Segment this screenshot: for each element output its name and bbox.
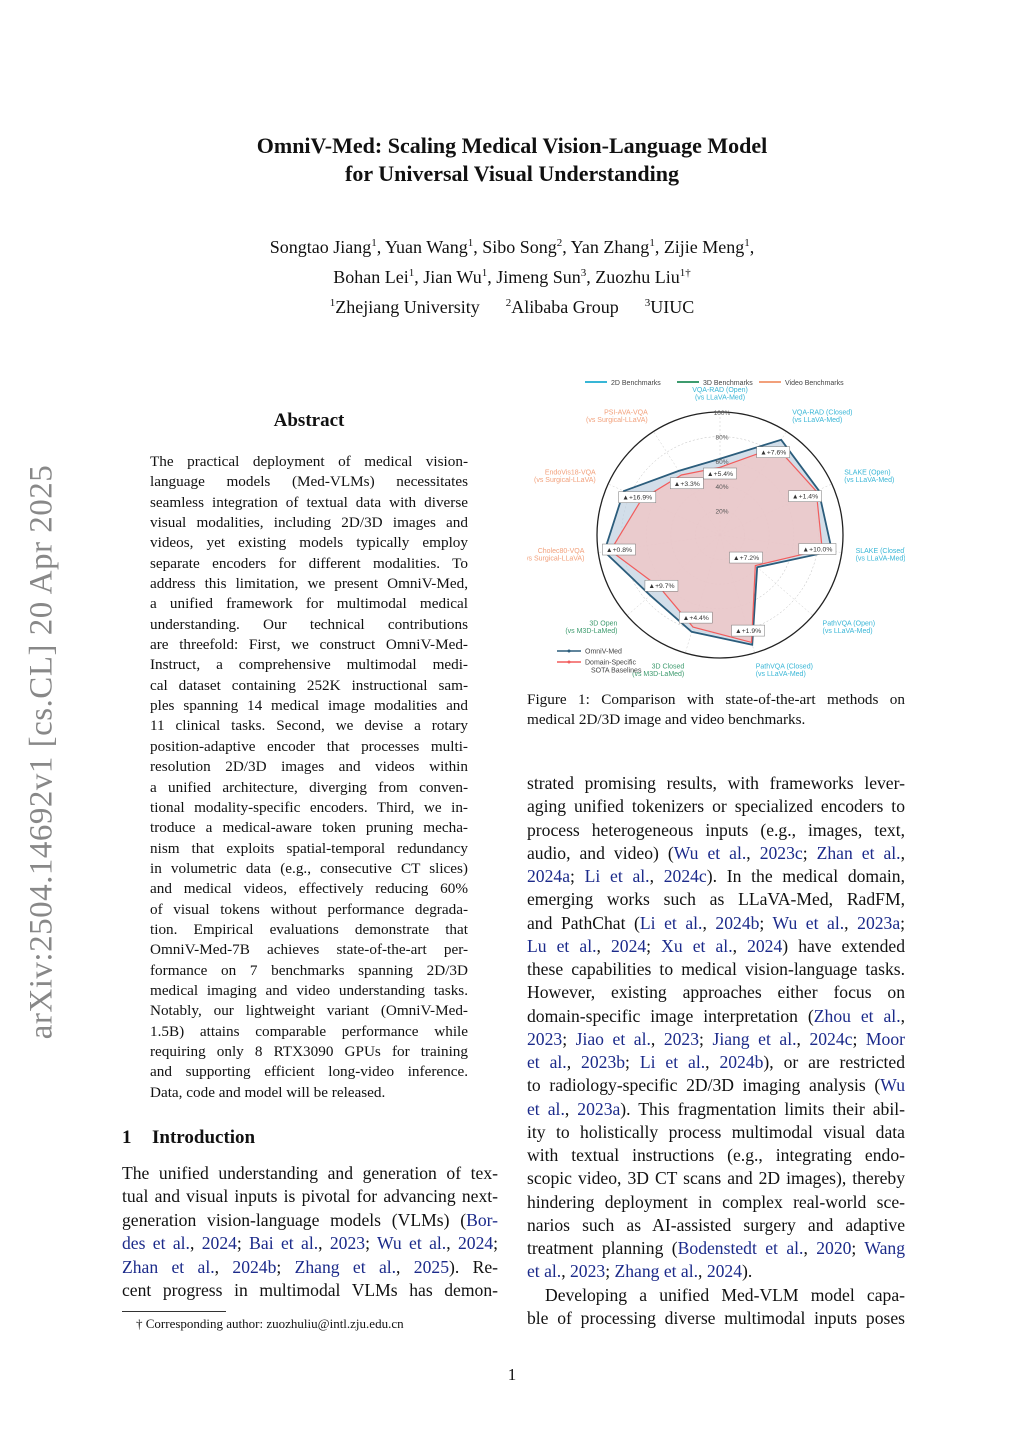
abstract-line: requiring only 8 RTX3090 GPUs for training bbox=[150, 1042, 468, 1060]
citation-link[interactable]: Wu et al. bbox=[377, 1233, 447, 1254]
author-affiliation-mark: 1 bbox=[371, 237, 377, 249]
affiliation-mark: 2 bbox=[505, 297, 512, 309]
text-span: , bbox=[566, 1052, 582, 1072]
citation-link[interactable]: 2023 bbox=[527, 1028, 563, 1049]
text-line bbox=[527, 1098, 905, 1121]
text-span: and PathChat ( bbox=[527, 912, 640, 933]
abstract-line: troduce a medical-aware token pruning mecha- bbox=[150, 819, 468, 837]
text-line bbox=[527, 888, 905, 911]
citation-link[interactable]: Li et al. bbox=[639, 1052, 706, 1072]
author-affiliation-mark: 1 bbox=[649, 237, 655, 249]
delta-badge: ▲+9.7% bbox=[648, 583, 675, 591]
series-legend-marker bbox=[568, 661, 571, 664]
axis-label: SLAKE (Closed) (vs LLaVA-Med) bbox=[855, 548, 905, 563]
text-span: ; bbox=[851, 1238, 865, 1258]
text-span: ; bbox=[570, 866, 585, 886]
citation-link[interactable]: Li et al. bbox=[584, 866, 650, 886]
page-number: 1 bbox=[507, 1365, 517, 1384]
radar-chart bbox=[527, 372, 905, 682]
delta-badge: ▲+7.2% bbox=[732, 555, 760, 563]
text-line bbox=[527, 1214, 905, 1237]
abstract-line: and medical videos, effectively reducing 60% bbox=[150, 880, 468, 898]
author-affiliation-mark: 2 bbox=[556, 237, 563, 249]
citation-link[interactable]: Zhang et al. bbox=[614, 1261, 699, 1282]
author-block bbox=[0, 230, 1024, 320]
text-line bbox=[527, 1237, 905, 1260]
author-name: Songtao Jiang bbox=[269, 237, 372, 257]
citation-link[interactable]: 2020 bbox=[816, 1238, 852, 1258]
affiliation-line bbox=[0, 290, 1024, 320]
author-separator: , bbox=[654, 237, 664, 257]
abstract-line: medical imaging and video understanding tasks. bbox=[150, 981, 468, 999]
abstract-line: position-adaptive encoder that processes multi- bbox=[150, 737, 468, 755]
axis-label: PathVQA (Closed) (vs LLaVA-Med) bbox=[755, 663, 813, 678]
text-span: , bbox=[746, 842, 760, 863]
text-line bbox=[527, 958, 905, 981]
text-span: to radiology-specific 2D/3D imaging analysis ( bbox=[527, 1075, 881, 1096]
text-line bbox=[122, 1256, 498, 1279]
delta-badge: ▲+16.9% bbox=[622, 494, 653, 502]
abstract-line: videos, yet existing models typically employ bbox=[150, 534, 468, 552]
text-line bbox=[527, 1121, 905, 1144]
text-span: strated promising results, with frameworks lever- bbox=[527, 773, 905, 793]
text-span: process heterogeneous inputs (e.g., images, text, bbox=[527, 819, 905, 840]
abstract-line: a unified framework for multimodal medical bbox=[150, 595, 468, 613]
text-span: scopic video, 3D CT scans and 2D images), thereby bbox=[527, 1168, 905, 1189]
text-line bbox=[527, 795, 905, 818]
figure-1 bbox=[527, 372, 905, 682]
citation-link[interactable]: Wu bbox=[880, 1075, 905, 1096]
citation-link[interactable]: Bai et al. bbox=[249, 1233, 319, 1254]
delta-badge: ▲+3.3% bbox=[673, 480, 700, 488]
citation-link[interactable]: Moor bbox=[865, 1028, 906, 1049]
affiliation-name: Alibaba Group bbox=[511, 297, 619, 317]
citation-link[interactable]: 2023 bbox=[329, 1233, 366, 1254]
text-span: ; bbox=[759, 912, 773, 933]
text-line bbox=[122, 1162, 498, 1185]
section-title: Introduction bbox=[152, 1127, 256, 1148]
citation-link[interactable]: 2024b bbox=[719, 1052, 764, 1072]
text-line bbox=[527, 912, 905, 935]
citation-link[interactable]: 2023a bbox=[577, 1098, 621, 1119]
abstract-line: are threefold: First, we construct OmniV-Med- bbox=[150, 636, 468, 654]
text-span: Developing a unified Med-VLM model capa- bbox=[545, 1284, 905, 1305]
citation-link[interactable]: 2024 bbox=[747, 935, 783, 956]
author-affiliation-mark: 1 bbox=[744, 237, 750, 249]
author-line-2 bbox=[0, 260, 1024, 290]
author-separator: , bbox=[376, 237, 386, 257]
affiliation-name: UIUC bbox=[650, 297, 695, 317]
text-line bbox=[527, 772, 905, 795]
citation-link[interactable]: 2023b bbox=[581, 1052, 626, 1072]
text-span: , bbox=[446, 1233, 458, 1254]
abstract-line: The practical deployment of medical vision- bbox=[150, 453, 468, 470]
citation-link[interactable]: 2024b bbox=[715, 912, 760, 933]
author-affiliation-mark: 1 bbox=[408, 267, 415, 279]
abstract-line: Notably, our lightweight variant (OmniV-Med- bbox=[150, 1002, 468, 1020]
author-separator: , bbox=[473, 237, 483, 257]
text-span: , bbox=[650, 1028, 664, 1049]
author-name: Jimeng Sun bbox=[496, 267, 581, 287]
axis-label: PathVQA (Open) (vs LLaVA-Med) bbox=[822, 620, 876, 635]
text-span: , bbox=[318, 1233, 330, 1254]
text-span: , bbox=[803, 1238, 817, 1258]
author-separator: , bbox=[414, 267, 424, 287]
author-separator: , bbox=[749, 237, 755, 257]
affiliation-name: Zhejiang University bbox=[335, 297, 480, 317]
axis-label: Cholec80-VQA (vs Surgical-LLaVA) bbox=[527, 548, 585, 563]
citation-link[interactable]: Wang bbox=[864, 1238, 905, 1258]
abstract-line: visual modalities, including 2D/3D images and bbox=[150, 514, 468, 532]
citation-link[interactable]: et al. bbox=[527, 1052, 567, 1072]
author-affiliation-mark: 1† bbox=[679, 267, 691, 279]
text-span: ; bbox=[276, 1256, 295, 1277]
text-span: tual and visual inputs is pivotal for advancing next- bbox=[122, 1186, 498, 1207]
legend-label: Video Benchmarks bbox=[785, 380, 844, 387]
footnote: † Corresponding author: zuozhuliu@intl.zju.edu.cn bbox=[136, 1316, 404, 1331]
introduction-right-column bbox=[527, 772, 905, 1330]
citation-link[interactable]: 2024 bbox=[201, 1233, 237, 1254]
citation-link[interactable]: Wu et al. bbox=[772, 912, 845, 933]
text-span: ble of processing diverse multimodal inputs poses bbox=[527, 1307, 905, 1328]
citation-link[interactable]: Bodenstedt et al. bbox=[677, 1238, 804, 1258]
text-span: However, existing approaches either focus on bbox=[527, 982, 905, 1003]
abstract-line: resolution 2D/3D images and videos within bbox=[150, 758, 468, 776]
arxiv-identifier: arXiv:2504.14692v1 [cs.CL] 20 Apr 2025 bbox=[23, 464, 60, 1040]
citation-link[interactable]: 2024c bbox=[809, 1028, 853, 1049]
citation-link[interactable]: Xu et al. bbox=[661, 935, 733, 956]
abstract-line: of visual tokens without performance degrada- bbox=[150, 900, 468, 918]
abstract-line: language models (Med-VLMs) necessitates bbox=[150, 473, 468, 491]
text-span: ; bbox=[605, 1261, 615, 1282]
abstract-line: understanding. Our technical contributions bbox=[150, 615, 468, 633]
text-span: , bbox=[596, 935, 611, 956]
citation-link[interactable]: 2025 bbox=[413, 1256, 449, 1277]
text-line bbox=[527, 981, 905, 1004]
axis-label: SLAKE (Open) (vs LLaVA-Med) bbox=[844, 469, 895, 484]
text-span: ; bbox=[562, 1028, 576, 1049]
text-span: with textual instructions (e.g., integrating endo- bbox=[527, 1145, 905, 1165]
citation-link[interactable]: 2024 bbox=[610, 935, 647, 956]
axis-label: VQA-RAD (Open) (vs LLaVA-Med) bbox=[692, 387, 748, 402]
introduction-left-column bbox=[122, 1162, 498, 1302]
text-span: ). This fragmentation limits their abil- bbox=[620, 1098, 905, 1119]
abstract-line: tion. Empirical evaluations demonstrate that bbox=[150, 920, 468, 938]
ring-label: 100% bbox=[713, 410, 731, 417]
text-span: ; bbox=[646, 935, 662, 956]
citation-link[interactable]: et al. bbox=[527, 1098, 565, 1119]
text-span: ; bbox=[900, 912, 906, 933]
footnote-rule bbox=[122, 1311, 226, 1312]
text-span: , bbox=[732, 935, 748, 956]
author-name: Yan Zhang bbox=[570, 237, 650, 257]
text-line bbox=[527, 819, 905, 842]
section-number: 1 bbox=[122, 1127, 132, 1148]
text-line bbox=[527, 1284, 905, 1307]
text-line bbox=[527, 842, 905, 865]
text-span: , bbox=[189, 1233, 202, 1254]
caption-line-1: Figure 1: Comparison with state-of-the-art methods on bbox=[527, 691, 905, 708]
citation-link[interactable]: Wu et al. bbox=[673, 842, 747, 863]
text-span: , bbox=[649, 866, 664, 886]
text-line bbox=[527, 935, 905, 958]
citation-link[interactable]: Jiang et al. bbox=[712, 1028, 797, 1049]
text-span: ; bbox=[802, 842, 817, 863]
text-span: narios such as AI-assisted surgery and adaptive bbox=[527, 1214, 905, 1235]
abstract-line: 11 clinical tasks. Second, we devise a rotary bbox=[150, 717, 468, 735]
citation-link[interactable]: 2024c bbox=[663, 866, 707, 886]
paper-title bbox=[0, 132, 1024, 188]
text-line bbox=[527, 1144, 905, 1167]
text-span: aging unified tokenizers or specialized encoders to bbox=[527, 796, 905, 817]
citation-link[interactable]: Jiao et al. bbox=[575, 1028, 651, 1049]
text-span: , bbox=[796, 1028, 810, 1049]
abstract-line: Instruct, a comprehensive multimodal medi- bbox=[150, 656, 468, 674]
abstract-line: a unified architecture, diverging from conven- bbox=[150, 778, 468, 796]
text-span: ) have extended bbox=[782, 935, 905, 956]
text-span: ; bbox=[625, 1052, 640, 1072]
text-span: , bbox=[698, 1261, 707, 1282]
text-span: , bbox=[214, 1256, 233, 1277]
text-span: , bbox=[900, 842, 905, 863]
text-span: emerging works such as LLaVA-Med, RadFM, bbox=[527, 889, 905, 910]
text-span: ). In the medical domain, bbox=[706, 866, 905, 886]
series-legend-label: OmniV-Med bbox=[585, 648, 622, 656]
text-span: ; bbox=[365, 1233, 377, 1254]
abstract-line: OmniV-Med-7B achieves state-of-the-art per- bbox=[150, 941, 468, 959]
axis-label: EndoVis18-VQA (vs Surgical-LLaVA) bbox=[534, 469, 596, 484]
text-line bbox=[527, 1191, 905, 1214]
delta-badge: ▲+1.4% bbox=[791, 493, 819, 501]
text-span: hindering deployment in complex real-world sce- bbox=[527, 1191, 905, 1212]
abstract-line: separate encoders for different modalities. To bbox=[150, 554, 468, 572]
delta-badge: ▲+0.8% bbox=[605, 547, 633, 555]
abstract-line: cal dataset containing 252K instructional sam- bbox=[150, 676, 468, 694]
text-line bbox=[527, 1167, 905, 1190]
text-span: these capabilities to medical vision-language tasks. bbox=[527, 959, 905, 979]
text-line bbox=[527, 1051, 905, 1074]
author-name: Zuozhu Liu bbox=[595, 267, 680, 287]
text-span: ), or are restricted bbox=[763, 1052, 906, 1072]
text-span: treatment planning ( bbox=[527, 1238, 678, 1258]
text-span: ). bbox=[742, 1261, 753, 1282]
series-legend-marker bbox=[568, 650, 571, 653]
text-line bbox=[122, 1232, 498, 1255]
text-span: ity to holistically process multimodal visual data bbox=[527, 1121, 905, 1142]
delta-badge: ▲+1.9% bbox=[734, 628, 762, 636]
delta-badge: ▲+7.6% bbox=[760, 449, 787, 457]
abstract-line: seamless integration of textual data with diverse bbox=[150, 493, 468, 511]
text-line bbox=[527, 1028, 905, 1051]
citation-link[interactable]: des et al. bbox=[122, 1233, 190, 1254]
text-span: ; bbox=[236, 1233, 250, 1254]
abstract-body bbox=[150, 452, 468, 1103]
author-name: Jian Wu bbox=[423, 267, 482, 287]
axis-label: VQA-RAD (Closed) (vs LLaVA-Med) bbox=[792, 409, 853, 424]
citation-link[interactable]: 2023c bbox=[759, 842, 803, 863]
citation-link[interactable]: 2023 bbox=[570, 1261, 606, 1282]
affiliation-mark: 3 bbox=[644, 297, 651, 309]
text-span: , bbox=[702, 912, 716, 933]
abstract-line: ples spanning 14 medical image modalities and bbox=[150, 697, 468, 715]
abstract-line: address this limitation, we present OmniV-Med, bbox=[150, 575, 468, 593]
abstract-line: tional modality-specific encoders. Third, we in- bbox=[150, 798, 468, 816]
text-span: ; bbox=[852, 1028, 866, 1049]
author-name: Yuan Wang bbox=[385, 237, 468, 257]
text-line bbox=[122, 1279, 498, 1302]
ring-label: 20% bbox=[715, 508, 729, 516]
legend-label: 2D Benchmarks bbox=[611, 380, 661, 387]
citation-link[interactable]: 2024b bbox=[232, 1256, 277, 1277]
author-name: Zijie Meng bbox=[663, 237, 745, 257]
axis-label: PSI-AVA-VQA (vs Surgical-LLaVA) bbox=[586, 409, 648, 424]
author-affiliation-mark: 1 bbox=[467, 237, 474, 249]
text-span: ; bbox=[493, 1233, 499, 1254]
citation-link[interactable]: Bor- bbox=[466, 1209, 498, 1230]
citation-link[interactable]: Zhan et al. bbox=[816, 842, 901, 863]
axis-label: 3D Closed (vs M3D-LaMed) bbox=[632, 663, 685, 678]
text-line bbox=[527, 1307, 905, 1330]
citation-link[interactable]: 2024 bbox=[706, 1261, 743, 1282]
delta-badge: ▲+5.4% bbox=[706, 471, 734, 478]
text-span: The unified understanding and generation of tex- bbox=[122, 1163, 498, 1183]
axis-label: 3D Open (vs M3D-LaMed) bbox=[565, 620, 618, 635]
affiliation-mark: 1 bbox=[329, 297, 336, 309]
citation-link[interactable]: Zhou et al. bbox=[813, 1005, 901, 1026]
citation-link[interactable]: Zhang et al. bbox=[294, 1256, 397, 1277]
text-line bbox=[527, 1005, 905, 1028]
delta-badge: ▲+4.4% bbox=[682, 615, 709, 623]
text-line bbox=[122, 1209, 498, 1232]
citation-link[interactable]: 2023 bbox=[663, 1028, 700, 1049]
title-line-2: for Universal Visual Understanding bbox=[345, 161, 679, 186]
text-span: cent progress in multimodal VLMs has demon- bbox=[122, 1280, 498, 1301]
author-affiliation-mark: 3 bbox=[580, 267, 587, 279]
text-line bbox=[122, 1185, 498, 1208]
ring-label: 40% bbox=[715, 483, 729, 491]
citation-link[interactable]: Lu et al. bbox=[527, 935, 597, 956]
ring-label: 60% bbox=[715, 459, 729, 467]
text-line bbox=[527, 1260, 905, 1283]
author-name: Bohan Lei bbox=[333, 267, 409, 287]
series-legend-label: Domain-Specific SOTA Baselines bbox=[585, 659, 642, 675]
text-span: , bbox=[564, 1098, 578, 1119]
abstract-line: nism that exploits spatial-temporal redundancy bbox=[150, 839, 468, 857]
delta-badge: ▲+10.0% bbox=[802, 546, 833, 554]
text-span: ). Re- bbox=[448, 1256, 498, 1277]
abstract-line: in volumetric data (e.g., consecutive CT slices) bbox=[150, 859, 468, 877]
abstract-line: formance on 7 benchmarks spanning 2D/3D bbox=[150, 961, 468, 979]
citation-link[interactable]: 2023a bbox=[857, 912, 901, 933]
author-name: Sibo Song bbox=[482, 237, 557, 257]
legend-label: 3D Benchmarks bbox=[703, 380, 753, 387]
author-line-1 bbox=[0, 230, 1024, 260]
text-span: ; bbox=[699, 1028, 713, 1049]
text-span: , bbox=[561, 1261, 570, 1282]
citation-link[interactable]: 2024a bbox=[527, 866, 570, 886]
text-line bbox=[527, 1074, 905, 1097]
text-span: , bbox=[844, 912, 858, 933]
text-line bbox=[527, 865, 905, 888]
abstract-heading: Abstract bbox=[273, 410, 345, 431]
author-separator: , bbox=[586, 267, 596, 287]
citation-link[interactable]: et al. bbox=[527, 1261, 562, 1282]
caption-line-2: medical 2D/3D image and video benchmarks. bbox=[527, 711, 806, 729]
text-span: audio, and video) ( bbox=[527, 842, 674, 863]
section-heading-introduction bbox=[122, 1127, 255, 1149]
author-affiliation-mark: 1 bbox=[481, 267, 488, 279]
text-span: , bbox=[396, 1256, 414, 1277]
author-separator: , bbox=[562, 237, 571, 257]
ring-label: 80% bbox=[715, 434, 729, 442]
author-separator: , bbox=[487, 267, 497, 287]
citation-link[interactable]: 2024 bbox=[457, 1233, 494, 1254]
text-span: , bbox=[705, 1052, 720, 1072]
text-span: generation vision-language models (VLMs) ( bbox=[122, 1209, 467, 1230]
citation-link[interactable]: Zhan et al. bbox=[122, 1256, 215, 1277]
abstract-line: 1.5B) attains comparable performance while bbox=[150, 1022, 468, 1040]
title-line-1: OmniV-Med: Scaling Medical Vision-Language Model bbox=[256, 133, 768, 158]
text-span: , bbox=[900, 1005, 905, 1026]
text-span: domain-specific image interpretation ( bbox=[527, 1005, 814, 1026]
abstract-line: Data, code and model will be released. bbox=[150, 1083, 386, 1101]
citation-link[interactable]: Li et al. bbox=[639, 912, 703, 933]
abstract-line: and supporting efficient long-video inference. bbox=[150, 1063, 468, 1081]
figure-caption bbox=[527, 690, 905, 731]
